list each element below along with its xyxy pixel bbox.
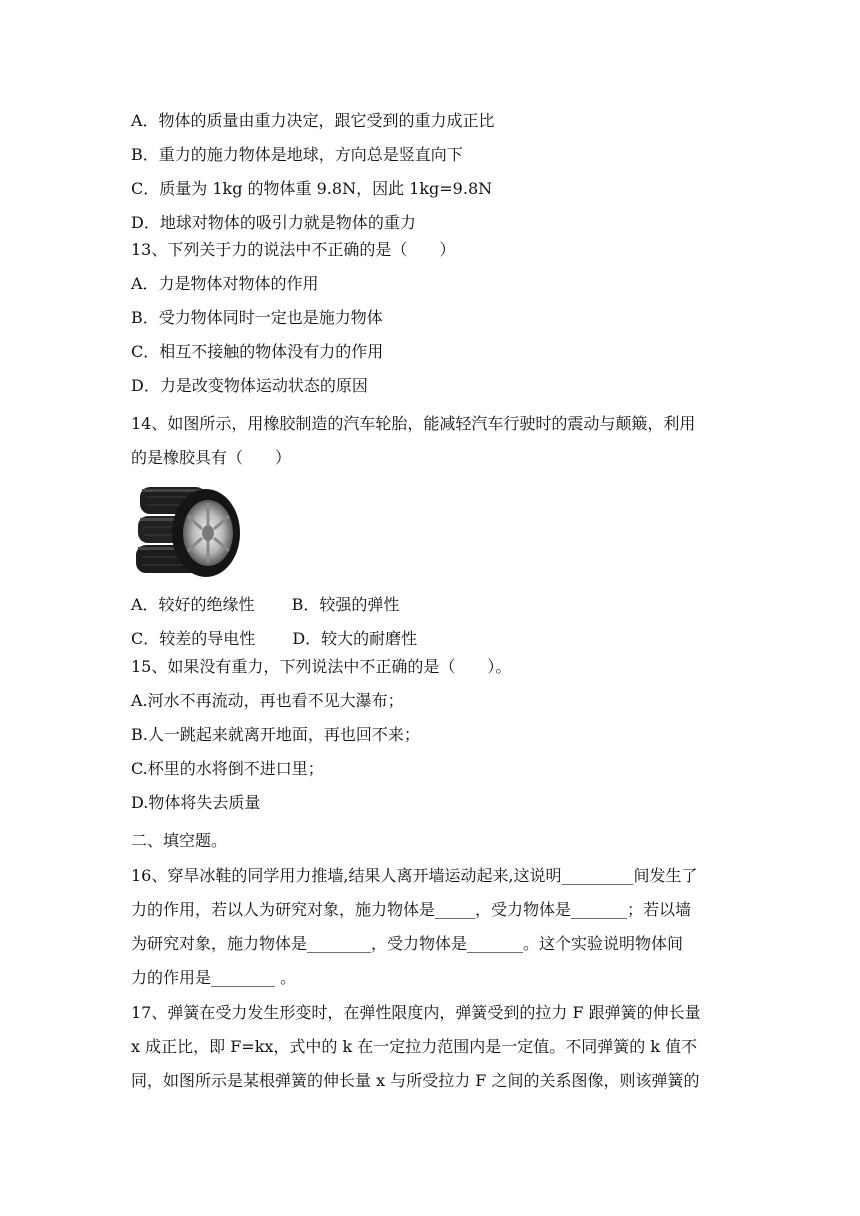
q13-stem: 13、下列关于力的说法中不正确的是（ ） [131, 240, 456, 259]
q15-option-a: A.河水不再流动，再也看不见大瀑布； [131, 691, 404, 710]
q14-options-row-1: A．较好的绝缘性 B．较强的弹性 [131, 595, 400, 614]
q15-option-d: D.物体将失去质量 [131, 793, 261, 812]
q17-line-3: 同，如图所示是某根弹簧的伸长量 x 与所受拉力 F 之间的关系图像，则该弹簧的 [131, 1071, 700, 1090]
q16-line-2: 力的作用，若以人为研究对象，施力物体是_____，受力物体是_______；若以墙 [131, 900, 692, 919]
q13-option-a: A．力是物体对物体的作用 [131, 274, 319, 293]
q13-option-c: C．相互不接触的物体没有力的作用 [131, 342, 384, 361]
q12-option-c: C．质量为 1kg 的物体重 9.8N，因此 1kg=9.8N [131, 179, 493, 198]
q16-line-1: 16、穿旱冰鞋的同学用力推墙,结果人离开墙运动起来,这说明_________间发生了 [131, 866, 698, 885]
q15-option-b: B.人一跳起来就离开地面，再也回不来； [131, 725, 420, 744]
q15-stem: 15、如果没有重力，下列说法中不正确的是（ ）。 [131, 657, 512, 676]
q16-line-4: 力的作用是________ 。 [131, 968, 297, 987]
q12-option-b: B．重力的施力物体是地球，方向总是竖直向下 [131, 145, 463, 164]
section-title-fill-in: 二、填空题。 [131, 831, 228, 850]
q13-option-d: D．力是改变物体运动状态的原因 [131, 376, 368, 395]
q14-stem-line-1: 14、如图所示，用橡胶制造的汽车轮胎，能减轻汽车行驶时的震动与颠簸，利用 [131, 414, 696, 433]
q12-option-d: D．地球对物体的吸引力就是物体的重力 [131, 213, 416, 232]
q17-line-1: 17、弹簧在受力发生形变时，在弹性限度内，弹簧受到的拉力 F 跟弹簧的伸长量 [131, 1003, 701, 1022]
q14-stem-line-2: 的是橡胶具有（ ） [131, 448, 292, 467]
q15-option-c: C.杯里的水将倒不进口里； [131, 759, 324, 778]
q13-option-b: B．受力物体同时一定也是施力物体 [131, 308, 383, 327]
q12-option-a: A．物体的质量由重力决定，跟它受到的重力成正比 [131, 111, 495, 130]
q16-line-3: 为研究对象，施力物体是________，受力物体是_______。这个实验说明物体间 [131, 934, 684, 953]
tire-stack-image [132, 483, 244, 579]
q14-options-row-2: C．较差的导电性 D．较大的耐磨性 [131, 629, 418, 648]
q17-line-2: x 成正比，即 F=kx，式中的 k 在一定拉力范围内是一定值。不同弹簧的 k 值不 [131, 1037, 698, 1056]
